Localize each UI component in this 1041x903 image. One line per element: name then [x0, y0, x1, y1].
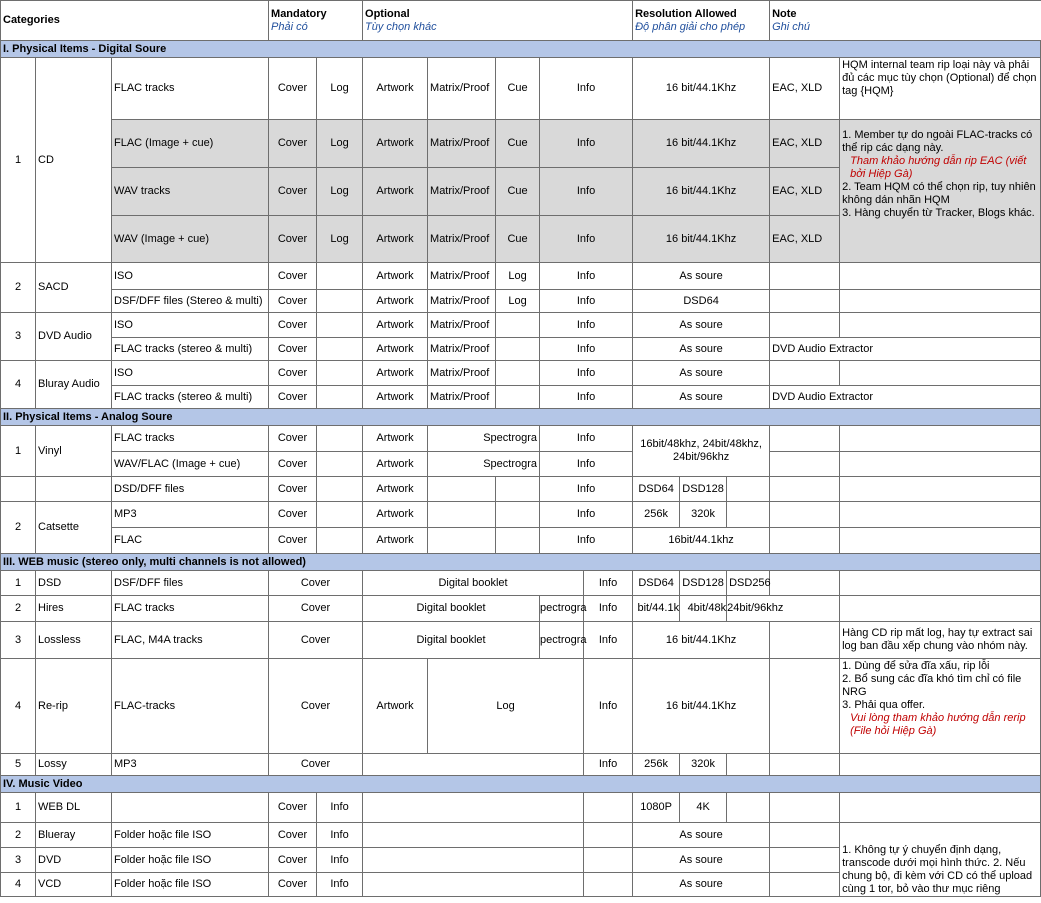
mandatory-cell: Cover [269, 426, 317, 452]
resolution-cell: 4K [680, 793, 727, 823]
optional-cell: Artwork [363, 426, 428, 452]
optional-cell: Digital booklet [363, 622, 540, 659]
optional-cell: Info [540, 338, 633, 361]
resolution-cell: As soure [633, 873, 770, 897]
note-cell: 1. Không tự ý chuyển định dạng, transcode dưới mọi hình thức. 2. Nếu chung bộ, đi kèm với CD có thể upload cùng 1 tor, bỏ vào thư mục riêng [840, 823, 1041, 897]
optional-cell: Matrix/Proof [428, 386, 496, 409]
category-name: DVD Audio [36, 313, 112, 361]
mandatory-cell: Info [317, 823, 363, 848]
format-cell: FLAC tracks (stereo & multi) [112, 338, 269, 361]
table-row [1, 823, 1041, 848]
mandatory-cell: Cover [269, 502, 317, 528]
mandatory-cell: Log [317, 58, 363, 120]
resolution-cell: DSD128 [680, 477, 727, 502]
optional-cell: Cue [496, 58, 540, 120]
table-row [1, 361, 1041, 386]
format-cell: WAV tracks [112, 168, 269, 216]
resolution-cell: As soure [633, 386, 770, 409]
note-line: 1. Dùng để sửa đĩa xấu, rip lỗi [842, 660, 990, 672]
format-cell: MP3 [112, 754, 269, 776]
resolution-cell: DSD64 [633, 477, 680, 502]
mandatory-cell: Cover [269, 452, 317, 477]
mandatory-cell: Cover [269, 848, 317, 873]
mandatory-cell: Cover [269, 263, 317, 290]
format-cell: FLAC tracks [112, 58, 269, 120]
category-name: Lossy [36, 754, 112, 776]
note-cell: EAC, XLD [770, 58, 840, 120]
optional-cell: Artwork [363, 338, 428, 361]
mandatory-cell: Cover [269, 622, 363, 659]
resolution-cell: As soure [633, 313, 770, 338]
section-header [1, 409, 1041, 426]
optional-cell: Info [540, 290, 633, 313]
note-cell: EAC, XLD [770, 120, 840, 168]
table-row [1, 263, 1041, 290]
table-row [1, 659, 1041, 754]
resolution-cell: 24bit/96khz [727, 596, 840, 622]
category-name: Hires [36, 596, 112, 622]
row-number: 3 [1, 313, 36, 361]
optional-cell: Artwork [363, 58, 428, 120]
table-row [1, 313, 1041, 338]
format-cell: ISO [112, 361, 269, 386]
optional-cell: Spectrogra [428, 426, 540, 452]
format-cell: DSD/DFF files [112, 477, 269, 502]
optional-cell: Artwork [363, 659, 428, 754]
resolution-cell: As soure [633, 361, 770, 386]
table-row [1, 452, 1041, 477]
optional-cell: Artwork [363, 313, 428, 338]
note-line: 3. Hàng chuyển từ Tracker, Blogs khác. [842, 207, 1035, 219]
note-link-text: Vui lòng tham khảo hướng dẫn rerip (File hỏi Hiệp Gà) [850, 712, 1026, 737]
resolution-cell: As soure [633, 848, 770, 873]
format-cell: Folder hoặc file ISO [112, 823, 269, 848]
mandatory-cell: Cover [269, 386, 317, 409]
resolution-cell: As soure [633, 263, 770, 290]
format-cell: WAV (Image + cue) [112, 216, 269, 263]
optional-cell: Info [540, 386, 633, 409]
row-number: 2 [1, 596, 36, 622]
category-name: Catsette [36, 502, 112, 554]
optional-cell: Matrix/Proof [428, 263, 496, 290]
optional-cell: Info [584, 596, 633, 622]
table-row [1, 754, 1041, 776]
header-resolution: Resolution Allowed Độ phân giải cho phép [633, 1, 770, 41]
format-cell: FLAC tracks (stereo & multi) [112, 386, 269, 409]
resolution-cell: DSD128 [680, 571, 727, 596]
optional-cell: pectrogra [540, 622, 584, 659]
optional-cell: Artwork [363, 263, 428, 290]
format-cell: MP3 [112, 502, 269, 528]
header-optional: Optional Tùy chọn khác [363, 1, 633, 41]
row-number: 1 [1, 58, 36, 263]
optional-cell: Info [540, 528, 633, 554]
resolution-cell: 4bit/48k [680, 596, 727, 622]
row-number: 3 [1, 622, 36, 659]
resolution-cell: As soure [633, 823, 770, 848]
format-cell: FLAC [112, 528, 269, 554]
mandatory-cell: Cover [269, 596, 363, 622]
mandatory-cell: Cover [269, 361, 317, 386]
category-name: Bluray Audio [36, 361, 112, 409]
row-number: 1 [1, 793, 36, 823]
table-row [1, 338, 1041, 361]
optional-cell: Matrix/Proof [428, 290, 496, 313]
category-name: Blueray [36, 823, 112, 848]
mandatory-cell: Cover [269, 290, 317, 313]
row-number: 1 [1, 571, 36, 596]
optional-cell: Artwork [363, 361, 428, 386]
table-row [1, 596, 1041, 622]
table-row [1, 120, 1041, 168]
resolution-cell: 16bit/48khz, 24bit/48khz, 24bit/96khz [633, 426, 770, 477]
format-cell: DSF/DFF files [112, 571, 269, 596]
note-cell: EAC, XLD [770, 168, 840, 216]
section-header [1, 776, 1041, 793]
format-cell: Folder hoặc file ISO [112, 873, 269, 897]
row-number: 5 [1, 754, 36, 776]
mandatory-cell: Cover [269, 120, 317, 168]
table-row [1, 502, 1041, 528]
table-row [1, 793, 1041, 823]
optional-cell: Cue [496, 168, 540, 216]
optional-cell: Info [584, 571, 633, 596]
optional-cell: Artwork [363, 502, 428, 528]
resolution-cell: 16 bit/44.1Khz [633, 659, 770, 754]
mandatory-cell: Cover [269, 528, 317, 554]
mandatory-cell: Cover [269, 216, 317, 263]
optional-cell: pectrogra [540, 596, 584, 622]
optional-cell: Matrix/Proof [428, 313, 496, 338]
header-note: Note Ghi chú [770, 1, 1041, 41]
table-row [1, 290, 1041, 313]
mandatory-cell: Cover [269, 754, 363, 776]
mandatory-cell: Cover [269, 338, 317, 361]
optional-cell: Cue [496, 216, 540, 263]
mandatory-cell: Cover [269, 313, 317, 338]
optional-cell: Spectrogra [428, 452, 540, 477]
note-cell: Hàng CD rip mất log, hay tự extract sai log ban đầu xếp chung vào nhóm này. [840, 622, 1041, 659]
optional-cell: Matrix/Proof [428, 58, 496, 120]
category-name: DSD [36, 571, 112, 596]
category-name: CD [36, 58, 112, 263]
optional-cell: Info [540, 426, 633, 452]
optional-cell: Info [540, 216, 633, 263]
section-title: IV. Music Video [1, 776, 1041, 793]
optional-cell: Info [540, 452, 633, 477]
note-cell: EAC, XLD [770, 216, 840, 263]
category-name: DVD [36, 848, 112, 873]
mandatory-cell: Cover [269, 477, 317, 502]
mandatory-cell: Info [317, 793, 363, 823]
resolution-cell: 320k [680, 502, 727, 528]
format-cell: FLAC (Image + cue) [112, 120, 269, 168]
mandatory-cell: Cover [269, 571, 363, 596]
optional-cell: Artwork [363, 168, 428, 216]
note-cell: HQM internal team rip loại này và phải đủ các mục tùy chọn (Optional) để chọn tag {HQM} [840, 58, 1041, 120]
optional-cell: Artwork [363, 216, 428, 263]
format-cell: ISO [112, 313, 269, 338]
category-name: Re-rip [36, 659, 112, 754]
mandatory-cell: Cover [269, 873, 317, 897]
format-cell: WAV/FLAC (Image + cue) [112, 452, 269, 477]
note-line: 3. Phải qua offer. [842, 699, 926, 711]
optional-cell: Digital booklet [363, 571, 584, 596]
row-number: 4 [1, 873, 36, 897]
section-header [1, 554, 1041, 571]
optional-cell: Matrix/Proof [428, 338, 496, 361]
format-cell: DSF/DFF files (Stereo & multi) [112, 290, 269, 313]
note-cell: DVD Audio Extractor [770, 338, 1041, 361]
optional-cell: Info [584, 659, 633, 754]
table-row [1, 528, 1041, 554]
note-line: 1. Member tự do ngoài FLAC-tracks có thể rip các dạng này. [842, 129, 1033, 154]
resolution-cell: 320k [680, 754, 727, 776]
optional-cell: Info [540, 58, 633, 120]
table-row [1, 426, 1041, 452]
format-cell: FLAC tracks [112, 596, 269, 622]
mandatory-cell: Cover [269, 793, 317, 823]
optional-cell: Digital booklet [363, 596, 540, 622]
row-number: 1 [1, 426, 36, 477]
mandatory-cell: Cover [269, 168, 317, 216]
optional-cell: Info [540, 168, 633, 216]
category-name: Lossless [36, 622, 112, 659]
header-row [1, 1, 1041, 41]
resolution-cell: 16 bit/44.1Khz [633, 168, 770, 216]
optional-cell: Log [496, 290, 540, 313]
resolution-cell: 16 bit/44.1Khz [633, 622, 770, 659]
format-cell: FLAC-tracks [112, 659, 269, 754]
optional-cell: Cue [496, 120, 540, 168]
resolution-cell: bit/44.1k [633, 596, 680, 622]
optional-cell: Info [540, 313, 633, 338]
mandatory-cell: Cover [269, 58, 317, 120]
table-row [1, 386, 1041, 409]
category-name: SACD [36, 263, 112, 313]
mandatory-cell: Cover [269, 659, 363, 754]
row-number: 2 [1, 823, 36, 848]
resolution-cell: DSD64 [633, 571, 680, 596]
format-cell: ISO [112, 263, 269, 290]
format-cell: FLAC tracks [112, 426, 269, 452]
mandatory-cell: Info [317, 873, 363, 897]
optional-cell: Info [540, 361, 633, 386]
note-cell [840, 120, 1041, 263]
section-header [1, 41, 1041, 58]
row-number: 2 [1, 263, 36, 313]
note-link-text: Tham khảo hướng dẫn rip EAC (viết bởi Hiệp Gà) [850, 155, 1027, 180]
table-row [1, 622, 1041, 659]
mandatory-cell: Log [317, 168, 363, 216]
note-line: 2. Bổ sung các đĩa khó tìm chỉ có file NRG [842, 673, 1022, 698]
resolution-cell: 16bit/44.1khz [633, 528, 770, 554]
row-number: 3 [1, 848, 36, 873]
row-number: 2 [1, 502, 36, 554]
optional-cell: Matrix/Proof [428, 168, 496, 216]
mandatory-cell: Log [317, 216, 363, 263]
resolution-cell: DSD64 [633, 290, 770, 313]
header-mandatory: Mandatory Phải có [269, 1, 363, 41]
optional-cell: Artwork [363, 290, 428, 313]
note-cell: DVD Audio Extractor [770, 386, 1041, 409]
mandatory-cell: Cover [269, 823, 317, 848]
row-number: 4 [1, 659, 36, 754]
optional-cell: Artwork [363, 120, 428, 168]
optional-cell: Artwork [363, 477, 428, 502]
note-cell [840, 659, 1041, 754]
resolution-cell: 1080P [633, 793, 680, 823]
resolution-cell: 16 bit/44.1Khz [633, 58, 770, 120]
resolution-cell: 256k [633, 754, 680, 776]
table-row [1, 571, 1041, 596]
optional-cell: Artwork [363, 528, 428, 554]
section-title: II. Physical Items - Analog Soure [1, 409, 1041, 426]
note-line: 2. Team HQM có thể chọn rip, tuy nhiên không dán nhãn HQM [842, 181, 1036, 206]
category-name: WEB DL [36, 793, 112, 823]
optional-cell: Info [584, 754, 633, 776]
optional-cell: Matrix/Proof [428, 361, 496, 386]
resolution-cell: 16 bit/44.1Khz [633, 216, 770, 263]
optional-cell: Info [540, 120, 633, 168]
format-cell: FLAC, M4A tracks [112, 622, 269, 659]
optional-cell: Info [540, 263, 633, 290]
optional-cell: Info [540, 477, 633, 502]
section-title: I. Physical Items - Digital Soure [1, 41, 1041, 58]
optional-cell: Log [496, 263, 540, 290]
optional-cell: Matrix/Proof [428, 216, 496, 263]
optional-cell: Matrix/Proof [428, 120, 496, 168]
format-cell: Folder hoặc file ISO [112, 848, 269, 873]
section-title: III. WEB music (stereo only, multi channels is not allowed) [1, 554, 1041, 571]
table-row [1, 58, 1041, 120]
optional-cell: Artwork [363, 452, 428, 477]
resolution-cell: 256k [633, 502, 680, 528]
row-number: 4 [1, 361, 36, 409]
optional-cell: Artwork [363, 386, 428, 409]
mandatory-cell: Log [317, 120, 363, 168]
mandatory-cell: Info [317, 848, 363, 873]
optional-cell: Info [584, 622, 633, 659]
optional-cell: Info [540, 502, 633, 528]
resolution-cell: As soure [633, 338, 770, 361]
category-name: VCD [36, 873, 112, 897]
category-name: Vinyl [36, 426, 112, 477]
optional-cell: Log [428, 659, 584, 754]
table-row [1, 477, 1041, 502]
resolution-cell: DSD256 [727, 571, 770, 596]
header-categories: Categories [1, 1, 269, 41]
resolution-cell: 16 bit/44.1Khz [633, 120, 770, 168]
